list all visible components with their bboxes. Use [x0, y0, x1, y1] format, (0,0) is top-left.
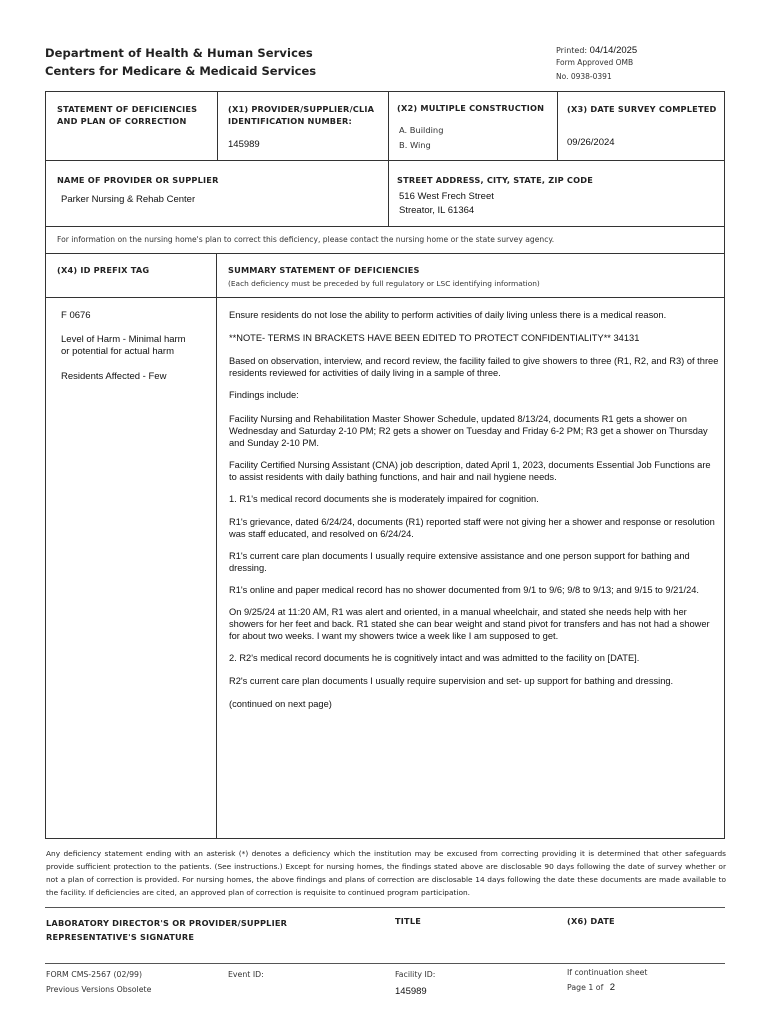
- title-label: TITLE: [395, 916, 422, 926]
- divider: [388, 160, 389, 226]
- level-of-harm-line-2: or potential for actual harm: [61, 346, 175, 357]
- disclaimer: Any deficiency statement ending with an asterisk (*) denotes a deficiency which the institution may be excused from correcting providing it is determined that other safeguards provide sufficient protection to the patients. (See instructions.) Except for nursing homes, the findings stated above are disclosable 90 days following the date of survey whether or not a plan of correction is provided. For nursing homes, the above findings and plans of correction are disclosable 14 days following the date these documents are made available to the facility. If deficiencies are cited, an approved plan of correction is requisite to continued program participation.: [46, 849, 726, 897]
- divider: [45, 838, 725, 839]
- right-border: [724, 91, 725, 838]
- page-total: 2: [609, 982, 616, 993]
- x1-label: (X1) PROVIDER/SUPPLIER/CLIA IDENTIFICATION NUMBER:: [228, 104, 375, 126]
- x2-building: A. Building: [399, 125, 444, 135]
- facility-id-value: 145989: [395, 986, 427, 997]
- department-title: Department of Health & Human Services: [45, 46, 313, 60]
- top-box-border: [45, 91, 725, 92]
- f-tag: F 0676: [61, 310, 91, 321]
- printed-label: [556, 45, 637, 56]
- paragraph: Ensure residents do not lose the ability to perform activities of daily living unless there is a medical reason.: [229, 310, 667, 320]
- x6-date-label: (X6) DATE: [567, 916, 615, 926]
- divider: [45, 907, 725, 908]
- paragraph: Facility Nursing and Rehabilitation Master Shower Schedule, updated 8/13/24, documents R1 gets a shower on Wednesday and Saturday 2-10 PM; R2 gets a shower on Tuesday and Friday 6-2 PM; R3 get a shower on Thursday and Sunday 2-10 PM.: [229, 414, 708, 448]
- level-of-harm-line-1: Level of Harm - Minimal harm: [61, 334, 186, 345]
- address-line-2: Streator, IL 61364: [399, 205, 475, 216]
- event-id-label: Event ID:: [228, 970, 264, 979]
- divider: [217, 91, 218, 160]
- paragraph: 2. R2's medical record documents he is cognitively intact and was admitted to the facility on [DATE].: [229, 653, 640, 663]
- divider: [45, 253, 725, 254]
- divider: [45, 160, 725, 161]
- divider: [388, 91, 389, 160]
- continued-note: (continued on next page): [229, 699, 332, 709]
- paragraph: Findings include:: [229, 390, 299, 400]
- summary-statement-sublabel: (Each deficiency must be preceded by full regulatory or LSC identifying information): [228, 279, 540, 288]
- paragraph: 1. R1's medical record documents she is moderately impaired for cognition.: [229, 494, 539, 504]
- divider: [216, 253, 217, 838]
- residents-affected: Residents Affected - Few: [61, 371, 167, 382]
- x2-wing: B. Wing: [399, 140, 431, 150]
- previous-versions-obsolete: Previous Versions Obsolete: [46, 985, 152, 994]
- divider: [45, 963, 725, 964]
- deficiency-summary-body: [229, 309, 719, 719]
- address-line-1: 516 West Frech Street: [399, 191, 494, 202]
- divider: [45, 226, 725, 227]
- x4-id-prefix-label: (X4) ID PREFIX TAG: [57, 265, 150, 275]
- address-label: STREET ADDRESS, CITY, STATE, ZIP CODE: [397, 175, 594, 185]
- continuation-sheet-label: If continuation sheet: [567, 968, 648, 977]
- centers-title: Centers for Medicare & Medicaid Services: [45, 64, 317, 78]
- page-number: [567, 982, 615, 993]
- paragraph: **NOTE- TERMS IN BRACKETS HAVE BEEN EDITED TO PROTECT CONFIDENTIALITY** 34131: [229, 333, 640, 343]
- paragraph: Based on observation, interview, and record review, the facility failed to give showers to three (R1, R2, and R3) of three residents reviewed for activities of daily living in a sample of three.: [229, 356, 719, 378]
- omb-number: No. 0938-0391: [556, 72, 612, 81]
- x1-value: 145989: [228, 139, 260, 150]
- statement-of-deficiencies-label: STATEMENT OF DEFICIENCIES AND PLAN OF CORRECTION: [57, 104, 198, 126]
- printed-label-text: Printed:: [556, 46, 588, 55]
- summary-statement-label: SUMMARY STATEMENT OF DEFICIENCIES: [228, 265, 420, 275]
- x3-label: (X3) DATE SURVEY COMPLETED: [567, 104, 717, 114]
- x2-label: (X2) MULTIPLE CONSTRUCTION: [397, 103, 545, 113]
- paragraph: On 9/25/24 at 11:20 AM, R1 was alert and oriented, in a manual wheelchair, and stated she needs help with her showers for her feet and back. R1 stated she can bear weight and stand pivot for transfers and has not had a shower for about two weeks. I want my showers twice a week like I am supposed to get.: [229, 607, 710, 641]
- divider: [45, 297, 725, 298]
- signature-label: LABORATORY DIRECTOR'S OR PROVIDER/SUPPLIER REPRESENTATIVE'S SIGNATURE: [46, 918, 288, 942]
- provider-name-label: NAME OF PROVIDER OR SUPPLIER: [57, 175, 219, 185]
- paragraph: R1's grievance, dated 6/24/24, documents (R1) reported staff were not giving her a shower and response or resolution was staff educated, and resolved on 6/24/24.: [229, 517, 715, 539]
- printed-date: 04/14/2025: [589, 45, 638, 56]
- info-note: For information on the nursing home's plan to correct this deficiency, please contact the nursing home or the state survey agency.: [57, 235, 555, 244]
- paragraph: R2's current care plan documents I usually require supervision and set- up support for bathing and dressing.: [229, 676, 674, 686]
- paragraph: Facility Certified Nursing Assistant (CNA) job description, dated April 1, 2023, documents Essential Job Functions are to assist residents with daily bathing functions, and hair and nail hygiene needs.: [229, 460, 711, 482]
- paragraph: R1's current care plan documents I usually require extensive assistance and one person support for bathing and dressing.: [229, 551, 690, 573]
- form-approved-omb: Form Approved OMB: [556, 58, 634, 67]
- form-number: FORM CMS-2567 (02/99): [46, 970, 143, 979]
- paragraph: R1's online and paper medical record has no shower documented from 9/1 to 9/6; 9/8 to 9/13; and 9/15 to 9/21/24.: [229, 585, 700, 595]
- provider-name-value: Parker Nursing & Rehab Center: [61, 194, 196, 205]
- divider: [557, 91, 558, 160]
- page-label: Page 1 of: [567, 983, 604, 992]
- x3-date: 09/26/2024: [567, 137, 615, 148]
- left-border: [45, 91, 46, 838]
- facility-id-label: Facility ID:: [395, 970, 436, 979]
